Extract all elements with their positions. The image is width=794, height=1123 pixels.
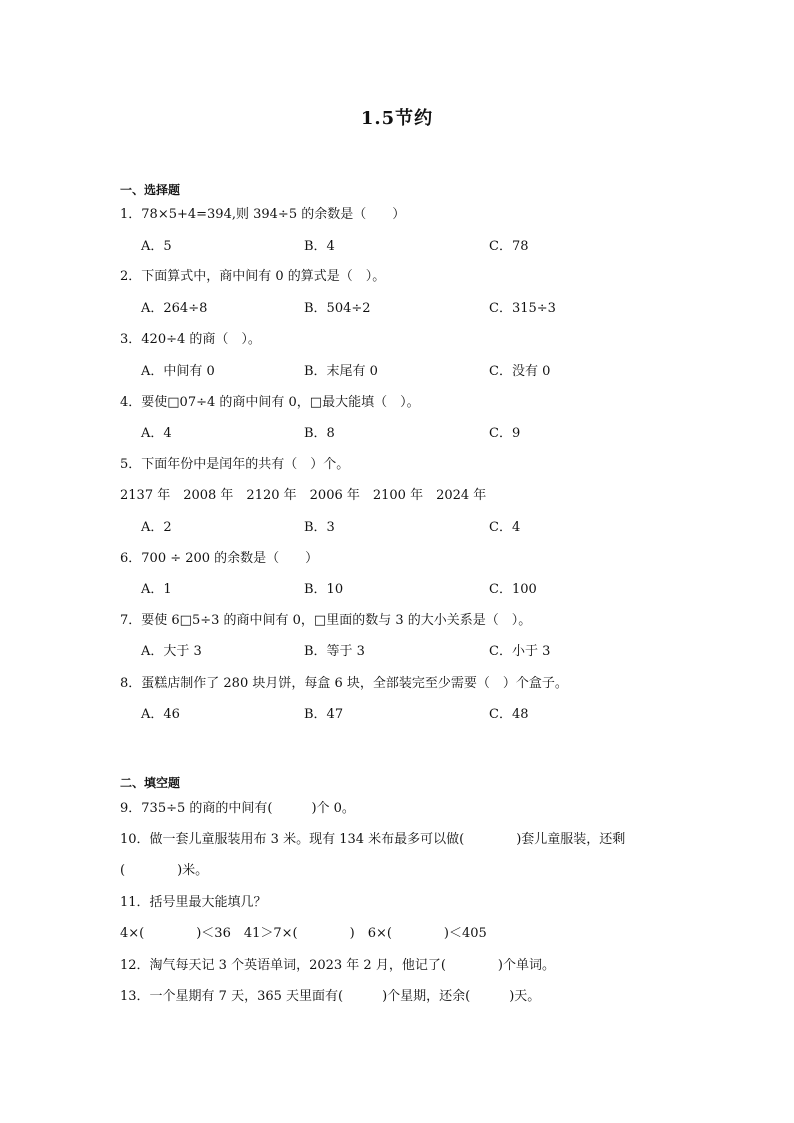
- question-3: 3．420÷4 的商（ ）。: [120, 332, 261, 347]
- option-3a: A．中间有 0: [141, 364, 215, 379]
- question-2: 2．下面算式中，商中间有 0 的算式是（ ）。: [120, 269, 386, 284]
- question-6: 6．700 ÷ 200 的余数是（ ）: [120, 551, 319, 566]
- option-6c: C．100: [489, 582, 537, 597]
- option-1a: A．5: [141, 239, 172, 254]
- question-5: 5．下面年份中是闰年的共有（ ）个。: [120, 457, 350, 472]
- option-5a: A．2: [141, 520, 172, 535]
- option-2a: A．264÷8: [141, 301, 208, 316]
- option-8b: B．47: [304, 707, 344, 722]
- option-8a: A．46: [141, 707, 180, 722]
- option-3c: C．没有 0: [489, 364, 551, 379]
- option-4c: C．9: [489, 426, 521, 441]
- section-heading-fill: 二、填空题: [120, 776, 181, 790]
- option-6a: A．1: [141, 582, 172, 597]
- option-7b: B．等于 3: [304, 644, 365, 659]
- option-4a: A．4: [141, 426, 172, 441]
- question-11-blanks: 4×( )＜36 41＞7×( ) 6×( )＜405: [120, 926, 487, 941]
- question-5-years: 2137 年 2008 年 2120 年 2006 年 2100 年 2024 年: [120, 488, 487, 503]
- question-12: 12．淘气每天记 3 个英语单词，2023 年 2 月，他记了( )个单词。: [120, 958, 555, 973]
- section-heading-choice: 一、选择题: [120, 183, 181, 197]
- option-5b: B．3: [304, 520, 335, 535]
- question-10-cont: ( )米。: [120, 863, 209, 878]
- question-10: 10．做一套儿童服装用布 3 米。现有 134 米布最多可以做( )套儿童服装，还剩: [120, 832, 626, 847]
- option-8c: C．48: [489, 707, 529, 722]
- question-9: 9．735÷5 的商的中间有( )个 0。: [120, 801, 355, 816]
- option-2c: C．315÷3: [489, 301, 556, 316]
- option-6b: B．10: [304, 582, 344, 597]
- option-7a: A．大于 3: [141, 644, 202, 659]
- question-7: 7．要使 6□5÷3 的商中间有 0，□里面的数与 3 的大小关系是（ ）。: [120, 613, 532, 628]
- option-4b: B．8: [304, 426, 335, 441]
- page-title: 1.5节约: [360, 108, 434, 129]
- question-8: 8．蛋糕店制作了 280 块月饼，每盒 6 块，全部装完至少需要（ ）个盒子。: [120, 676, 568, 691]
- option-7c: C．小于 3: [489, 644, 551, 659]
- option-1b: B．4: [304, 239, 335, 254]
- question-11: 11．括号里最大能填几？: [120, 895, 267, 910]
- question-13: 13．一个星期有 7 天，365 天里面有( )个星期，还余( )天。: [120, 989, 541, 1004]
- question-1: 1．78×5+4=394,则 394÷5 的余数是（ ）: [120, 207, 406, 222]
- option-1c: C．78: [489, 239, 529, 254]
- option-3b: B．末尾有 0: [304, 364, 378, 379]
- option-2b: B．504÷2: [304, 301, 371, 316]
- question-4: 4．要使□07÷4 的商中间有 0，□最大能填（ ）。: [120, 395, 420, 410]
- option-5c: C．4: [489, 520, 521, 535]
